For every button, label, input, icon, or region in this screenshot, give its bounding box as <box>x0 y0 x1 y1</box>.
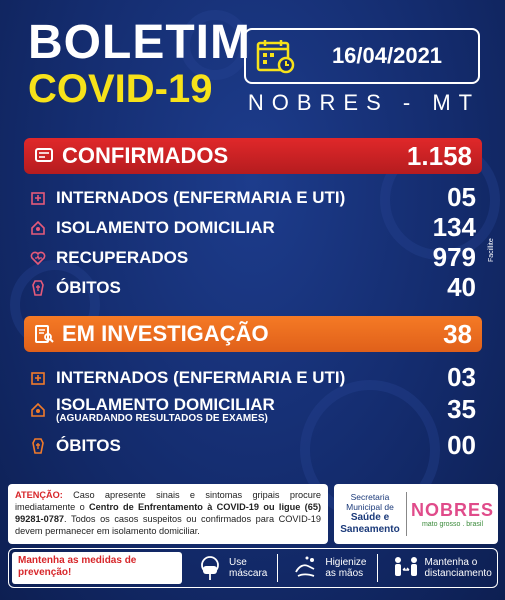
stat-row <box>30 212 476 243</box>
investigation-value: 38 <box>443 318 472 349</box>
bulletin-title <box>28 18 251 110</box>
stat-value: 134 <box>432 212 476 242</box>
prevention-footer <box>8 548 498 588</box>
confirmed-label: CONFIRMADOS <box>62 143 229 168</box>
home-icon <box>30 220 46 236</box>
notice-prefix: ATENÇÃO: <box>15 490 63 500</box>
hospital-icon <box>30 370 46 386</box>
tip-line: Higienize <box>325 557 367 568</box>
nobres-name: NOBRES <box>410 500 494 520</box>
stat-label: ÓBITOS <box>56 435 121 455</box>
mask-icon <box>196 554 224 582</box>
distance-icon <box>392 554 420 582</box>
investigation-bar <box>24 316 482 352</box>
stat-row <box>30 182 476 213</box>
logos-panel <box>334 484 498 544</box>
stat-value: 40 <box>447 272 476 302</box>
nobres-logo <box>411 500 494 528</box>
tip-hands <box>292 554 366 582</box>
tip-line: Use <box>229 557 247 568</box>
stat-label: INTERNADOS (ENFERMARIA E UTI) <box>56 367 346 387</box>
stat-sublabel: (AGUARDANDO RESULTADOS DE EXAMES) <box>56 413 268 424</box>
tip-distance <box>392 554 492 582</box>
stat-label: ISOLAMENTO DOMICILIAR <box>56 217 275 237</box>
credit-text: Facillite <box>488 238 495 262</box>
logo-divider <box>406 492 407 536</box>
sec-line: Municipal de <box>346 502 394 512</box>
confirmed-bar <box>24 138 482 174</box>
title-line2: COVID-19 <box>28 67 213 111</box>
stat-label: ÓBITOS <box>56 277 121 297</box>
sec-line: Saneamento <box>340 524 400 535</box>
city-name: NOBRES - MT <box>247 90 481 115</box>
notice-contact: Centro de Enfrentamento à COVID-19 ou ligue (65) 99281-0787 <box>15 502 321 524</box>
title-line1: BOLETIM <box>28 16 251 69</box>
footer-divider <box>377 554 378 582</box>
stat-value: 05 <box>447 182 476 212</box>
prevention-message: Mantenha as medidas de prevenção! <box>12 552 182 584</box>
date-box <box>244 28 480 84</box>
stat-row <box>30 272 476 303</box>
nobres-tagline: mato grosso . brasil <box>421 521 484 528</box>
stat-label-main: ISOLAMENTO DOMICILIAR <box>56 395 275 414</box>
stat-row <box>30 242 476 273</box>
coffin-icon <box>30 438 46 454</box>
sec-line: Secretaria <box>350 492 390 502</box>
stat-value: 979 <box>432 242 476 272</box>
hospital-icon <box>30 190 46 206</box>
confirmed-value: 1.158 <box>406 140 472 171</box>
health-secretariat-logo <box>338 492 402 536</box>
stat-value: 35 <box>447 394 476 424</box>
home-icon <box>30 402 46 418</box>
footer-divider <box>277 554 278 582</box>
tip-line: as mãos <box>325 568 364 579</box>
notice-text: Caso apresente sinais e sintomas gripais procure imediatamente o <box>15 490 321 512</box>
stat-row <box>30 362 476 393</box>
stat-row <box>30 394 476 425</box>
tip-mask <box>196 554 267 582</box>
test-kit-icon <box>34 146 54 166</box>
stat-label: RECUPERADOS <box>56 247 189 267</box>
calendar-icon <box>256 38 296 74</box>
tip-line: máscara <box>229 568 268 579</box>
notice-text: . Todos os casos suspeitos ou confirmados para COVID-19 devem permanecer em isolamento domiciliar. <box>15 514 321 536</box>
investigation-label: EM INVESTIGAÇÃO <box>62 321 269 346</box>
stat-label: INTERNADOS (ENFERMARIA E UTI) <box>56 187 346 207</box>
stat-value: 03 <box>447 362 476 392</box>
bulletin-date: 16/04/2021 <box>331 43 443 68</box>
stat-value: 00 <box>447 430 476 460</box>
tip-line: distanciamento <box>424 568 492 579</box>
tip-line: Mantenha o <box>424 557 478 568</box>
wash-hands-icon <box>292 554 320 582</box>
stat-label <box>56 395 447 424</box>
attention-notice <box>8 484 328 544</box>
coffin-icon <box>30 280 46 296</box>
heart-icon <box>30 250 46 266</box>
document-search-icon <box>34 324 54 344</box>
stat-row <box>30 430 476 461</box>
sec-line: Saúde e <box>350 512 390 523</box>
